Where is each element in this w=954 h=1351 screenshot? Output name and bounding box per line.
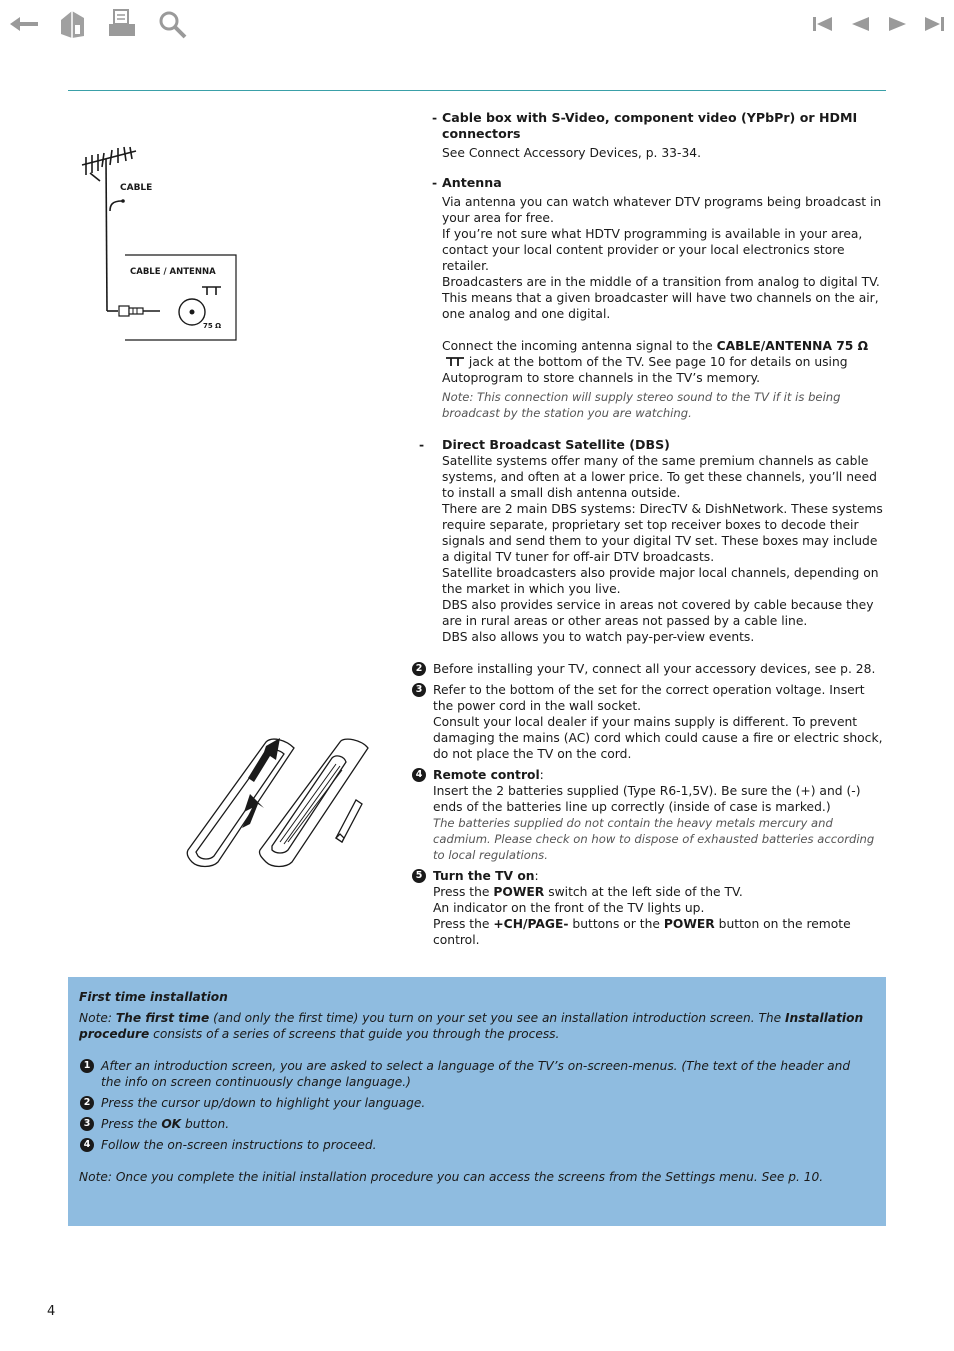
text-fragment: Press the bbox=[433, 917, 494, 931]
colon: : bbox=[539, 768, 544, 782]
text-fragment: button. bbox=[181, 1117, 230, 1131]
step-4-text: Insert the 2 batteries supplied (Type R6-1,5V). Be sure the (+) and (-) ends of the batteries line up correctly (inside of case is marked.) bbox=[433, 784, 861, 814]
connect-text-pre: Connect the incoming antenna signal to the bbox=[442, 339, 717, 353]
step-5-line-1 bbox=[433, 884, 886, 900]
dbs-line: There are 2 main DBS systems: DirecTV & DishNetwork. These systems require separate, proprietary set top receiver boxes to decode their signals and send them to your digital TV set. These boxes may include a digital TV tuner for off-air DTV broadcasts. bbox=[442, 502, 883, 564]
main-text-column bbox=[404, 110, 886, 948]
spacer bbox=[79, 1153, 869, 1169]
install-step-3 bbox=[79, 1116, 869, 1132]
antenna-connect-text bbox=[442, 338, 886, 386]
step-number-badge: 1 bbox=[80, 1059, 94, 1073]
colon: : bbox=[534, 869, 539, 883]
bullet-dash: - bbox=[432, 176, 438, 190]
ok-key: OK bbox=[161, 1117, 182, 1131]
first-time-note bbox=[79, 1010, 869, 1042]
cable-box-text: See Connect Accessory Devices, p. 33-34. bbox=[442, 146, 702, 160]
bullet-dash: - bbox=[432, 111, 438, 125]
dbs-line: DBS also allows you to watch pay-per-view events. bbox=[442, 630, 755, 644]
antenna-connection-diagram bbox=[78, 145, 240, 349]
text-fragment: consists of a series of screens that guide you through the process. bbox=[149, 1027, 560, 1041]
spacer bbox=[442, 322, 886, 338]
next-page-icon[interactable] bbox=[885, 8, 911, 40]
text-fragment: button on the remote control. bbox=[433, 917, 851, 947]
step-5 bbox=[404, 868, 886, 948]
cable-box-heading: Cable box with S-Video, component video (YPbPr) or HDMI connectors bbox=[442, 110, 858, 141]
text-fragment: (and only the first time) you turn on your set you see an installation introduction screen. The bbox=[209, 1011, 786, 1025]
antenna-line: Broadcasters are in the middle of a transition from analog to digital TV. This means that a given broadcaster will have two channels on the air, one analog and one digital. bbox=[442, 275, 880, 321]
page-number: 4 bbox=[47, 1304, 56, 1319]
step-4-title-line bbox=[433, 767, 886, 783]
text-fragment: Press the bbox=[433, 885, 494, 899]
bullet-dash: - bbox=[419, 438, 425, 452]
first-time-footer-note: Note: Once you complete the initial installation procedure you can access the screens from the Settings menu. See p. 10. bbox=[79, 1170, 824, 1184]
dbs-line: Satellite systems offer many of the same premium channels as cable systems, and often at a lower price. To get these channels, you’ll need to install a small dish antenna outside. bbox=[442, 454, 877, 500]
step-4-title: Remote control bbox=[433, 768, 540, 782]
install-step-text: After an introduction screen, you are asked to select a language of the TV’s on-screen-menus. (The text of the header and the info on screen continuously change language.) bbox=[101, 1059, 851, 1089]
step-3-line-2: Consult your local dealer if your mains supply is different. To prevent damaging the mains (AC) cord which could cause a fire or electric shock, do not place the TV on the cord. bbox=[433, 715, 883, 761]
connect-text-post: jack at the bottom of the TV. See page 10 for details on using Autoprogram to store channels in the TV’s memory. bbox=[442, 355, 848, 385]
step-number-badge: 4 bbox=[80, 1138, 94, 1152]
previous-page-icon[interactable] bbox=[848, 8, 874, 40]
spacer bbox=[79, 1042, 869, 1053]
search-icon[interactable] bbox=[156, 8, 188, 40]
step-number-badge: 3 bbox=[412, 683, 426, 697]
back-icon[interactable] bbox=[8, 8, 40, 40]
text-fragment: Press the bbox=[101, 1117, 162, 1131]
cable-label: CABLE bbox=[120, 183, 153, 193]
step-5-title-line bbox=[433, 868, 886, 884]
cable-antenna-jack-name: CABLE/ANTENNA 75 Ω bbox=[716, 339, 869, 353]
dbs-line: Satellite broadcasters also provide major local channels, depending on the market in which you live. bbox=[442, 566, 879, 596]
install-step-2 bbox=[79, 1095, 869, 1111]
dbs-line: DBS also provides service in areas not covered by cable because they are in rural areas or other areas not passed by a cable line. bbox=[442, 598, 874, 628]
step-4 bbox=[404, 767, 886, 863]
text-fragment: Note: bbox=[79, 1011, 116, 1025]
ch-page-key: +CH/PAGE- bbox=[493, 917, 569, 931]
step-4-note: The batteries supplied do not contain the heavy metals mercury and cadmium. Please check on how to dispose of exhausted batteries according to local regulations. bbox=[433, 816, 875, 862]
install-step-text: Press the cursor up/down to highlight your language. bbox=[101, 1096, 426, 1110]
print-icon[interactable] bbox=[106, 8, 138, 40]
install-step-text: Follow the on-screen instructions to proceed. bbox=[101, 1138, 377, 1152]
step-5-title: Turn the TV on bbox=[433, 869, 535, 883]
dbs-section bbox=[404, 437, 886, 645]
spacer bbox=[404, 421, 886, 437]
antenna-line: If you’re not sure what HDTV programming is available in your area, contact your local content provider or your local electronics store retailer. bbox=[442, 227, 863, 273]
install-step-4 bbox=[79, 1137, 869, 1153]
text-fragment-bold: The first time bbox=[115, 1011, 210, 1025]
header-rule bbox=[68, 90, 886, 91]
power-key: POWER bbox=[493, 885, 545, 899]
step-number-badge: 5 bbox=[412, 869, 426, 883]
step-2 bbox=[404, 661, 886, 677]
antenna-jack-icon bbox=[442, 355, 465, 369]
cable-antenna-jack-label: CABLE / ANTENNA bbox=[130, 267, 216, 277]
cable-box-section bbox=[404, 110, 886, 161]
step-number-badge: 3 bbox=[80, 1117, 94, 1131]
install-step-text bbox=[101, 1116, 869, 1132]
spacer bbox=[404, 645, 886, 656]
dbs-heading: Direct Broadcast Satellite (DBS) bbox=[442, 437, 670, 452]
antenna-heading: Antenna bbox=[442, 175, 502, 190]
install-step-1 bbox=[79, 1058, 869, 1090]
first-time-title: First time installation bbox=[79, 990, 228, 1004]
home-icon[interactable] bbox=[58, 8, 88, 40]
text-fragment: buttons or the bbox=[568, 917, 664, 931]
ohm-label: 75 Ω bbox=[203, 322, 222, 330]
step-3 bbox=[404, 682, 886, 762]
first-time-installation-box bbox=[68, 977, 886, 1226]
spacer bbox=[404, 161, 886, 175]
step-number-badge: 2 bbox=[80, 1096, 94, 1110]
step-3-line-1: Refer to the bottom of the set for the correct operation voltage. Insert the power cord in the wall socket. bbox=[433, 683, 865, 713]
first-page-icon[interactable] bbox=[810, 8, 836, 40]
antenna-note: Note: This connection will supply stereo sound to the TV if it is being broadcast by the station you are watching. bbox=[442, 390, 841, 420]
text-fragment-bold: Installation procedure bbox=[79, 1011, 864, 1041]
antenna-section bbox=[404, 175, 886, 421]
antenna-line: Via antenna you can watch whatever DTV programs being broadcast in your area for free. bbox=[442, 195, 882, 225]
step-5-line-3 bbox=[433, 916, 886, 948]
power-key: POWER bbox=[663, 917, 715, 931]
last-page-icon[interactable] bbox=[922, 8, 950, 40]
remote-battery-illustration bbox=[184, 734, 376, 874]
step-5-line-2: An indicator on the front of the TV lights up. bbox=[433, 901, 705, 915]
step-2-text: Before installing your TV, connect all your accessory devices, see p. 28. bbox=[433, 662, 876, 676]
step-number-badge: 4 bbox=[412, 768, 426, 782]
step-number-badge: 2 bbox=[412, 662, 426, 676]
text-fragment: switch at the left side of the TV. bbox=[544, 885, 743, 899]
